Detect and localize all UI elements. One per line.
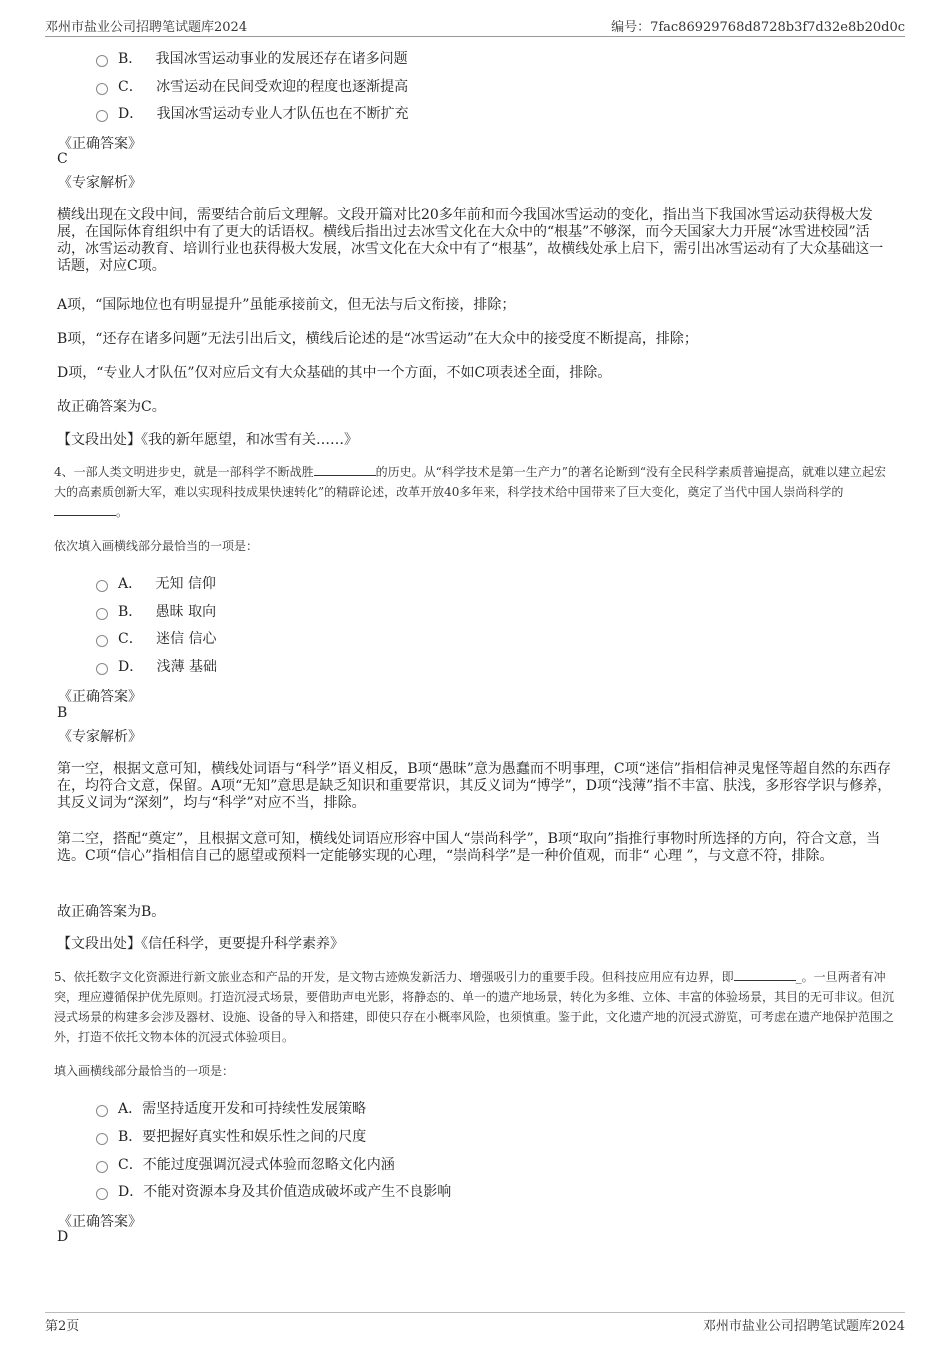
q5-option-b[interactable]	[96, 1125, 366, 1147]
option-label: D．	[118, 1184, 144, 1200]
radio-icon[interactable]	[96, 1105, 108, 1117]
q5-answer-title: 《正确答案》	[58, 1214, 142, 1230]
q5-stem	[54, 967, 896, 1047]
radio-icon[interactable]	[96, 663, 108, 675]
option-text: 冰雪运动在民间受欢迎的程度也逐渐提高	[156, 79, 409, 95]
q3-analysis-para-3: B项，“还存在诸多问题”无法引出后文，横线后论述的是“冰雪运动”在大众中的接受度不断提高，排除；	[57, 331, 698, 347]
page-header	[45, 14, 905, 37]
q4-option-b[interactable]	[96, 600, 216, 622]
radio-icon[interactable]	[96, 1188, 108, 1200]
q4-analysis-para-1: 第一空，根据文意可知，横线处词语与“科学”语义相反，B项“愚昧”意为愚蠢而不明事理，C项“迷信”指相信神灵鬼怪等超自然的东西存在，均符合文意，保留。A项“无知”意思是缺乏知识和重要常识，其反义词为“博学”，D项“浅薄”指不丰富、肤浅，多形容学识与修养，其反义词为“深刻”，均与“科学”对应不当，排除。	[57, 761, 892, 811]
q3-option-c[interactable]	[96, 75, 408, 97]
radio-icon[interactable]	[96, 83, 108, 95]
q3-analysis-para-1: 横线出现在文段中间，需要结合前后文理解。文段开篇对比20多年前和而今我国冰雪运动的变化，指出当下我国冰雪运动获得极大发展，在国际体育组织中有了更大的话语权。横线后指出过去冰雪文化在大众中的“根基”不够深，而今天国家大力开展“冰雪进校园”活动，冰雪运动教育、培训行业也获得极大发展，冰雪文化在大众中有了“根基”，故横线处承上启下，需引出冰雪运动有了大众基础这一话题，对应C项。	[57, 207, 884, 274]
radio-icon[interactable]	[96, 55, 108, 67]
q4-prompt: 依次填入画横线部分最恰当的一项是：	[54, 539, 259, 553]
q4-stem-part-2: 的历史。从“科学技术是第一生产力”的著名论断到“没有全民科学素质普遍提高，就难以建立起宏大的高素质创新大军，难以实现科技成果快速转化”的精辟论述，改革开放40多年来，科学技术给中国带来了巨大变化，奠定了当代中国人崇尚科学的	[54, 465, 887, 499]
fill-blank	[734, 968, 796, 981]
fill-blank	[54, 503, 116, 516]
footer-title: 邓州市盐业公司招聘笔试题库2024	[702, 1318, 905, 1334]
q4-stem	[54, 462, 896, 522]
header-serial: 编号：7fac86929768d8728b3f7d32e8b20d0c	[611, 19, 905, 35]
page-number: 第2页	[45, 1318, 80, 1334]
option-text: 不能对资源本身及其价值造成破坏或产生不良影响	[143, 1184, 452, 1200]
q3-answer: C	[57, 151, 68, 167]
q5-stem-part-2: _。一旦两者有冲突，理应遵循保护优先原则。打造沉浸式场景，要借助声电光影，将静态的、单一的遗产地场景，转化为多维、立体、丰富的体验场景，其目的无可非议。但沉浸式场景的构建多会涉及器材、设施、设备的导入和搭建，即使只存在小概率风险，也须慎重。鉴于此，文化遗产地的沉浸式游览，可考虑在遗产地保护范围之外，打造不依托文物本体的沉浸式体验项目。	[54, 970, 895, 1044]
q3-analysis-para-4: D项，“专业人才队伍”仅对应后文有大众基础的其中一个方面，不如C项表述全面，排除。	[57, 365, 612, 381]
q3-source: 【文段出处】《我的新年愿望，和冰雪有关……》	[57, 432, 358, 448]
option-text: 需坚持适度开发和可持续性发展策略	[142, 1101, 367, 1117]
option-text: 我国冰雪运动专业人才队伍也在不断扩充	[156, 106, 409, 122]
radio-icon[interactable]	[96, 1161, 108, 1173]
radio-icon[interactable]	[96, 608, 108, 620]
q5-option-a[interactable]	[96, 1097, 366, 1119]
page-footer	[45, 1312, 905, 1335]
option-label: A．	[118, 576, 143, 592]
q4-stem-part-1: 4、一部人类文明进步史，就是一部科学不断战胜	[54, 465, 314, 479]
option-label: D．	[118, 659, 144, 675]
option-label: D．	[118, 106, 144, 122]
q5-answer: D	[57, 1229, 69, 1245]
q3-analysis-title: 《专家解析》	[58, 175, 142, 191]
radio-icon[interactable]	[96, 110, 108, 122]
q4-stem-part-3: 。	[116, 505, 129, 519]
option-text: 不能过度强调沉浸式体验而忽略文化内涵	[142, 1157, 395, 1173]
radio-icon[interactable]	[96, 1133, 108, 1145]
q3-analysis-para-2: A项，“国际地位也有明显提升”虽能承接前文，但无法与后文衔接，排除；	[57, 297, 516, 313]
q4-analysis-para-3: 故正确答案为B。	[57, 904, 166, 920]
option-text: 浅薄 基础	[156, 659, 218, 675]
option-text: 无知 信仰	[155, 576, 216, 592]
q5-option-d[interactable]	[96, 1180, 451, 1202]
q4-analysis-para-2: 第二空，搭配“奠定”，且根据文意可知，横线处词语应形容中国人“崇尚科学”，B项“取向”指推行事物时所选择的方向，符合文意，当选。C项“信心”指相信自己的愿望或预料一定能够实现的心理，“崇尚科学”是一种价值观，而非“ 心理 ”，与文意不符，排除。	[57, 831, 881, 864]
option-label: A．	[118, 1101, 143, 1117]
q3-answer-title: 《正确答案》	[58, 136, 142, 152]
q4-analysis-title: 《专家解析》	[58, 729, 142, 745]
radio-icon[interactable]	[96, 635, 108, 647]
option-text: 我国冰雪运动事业的发展还存在诸多问题	[155, 51, 408, 67]
q4-source: 【文段出处】《信任科学，更要提升科学素养》	[57, 936, 344, 952]
q3-analysis-para-5: 故正确答案为C。	[57, 399, 166, 415]
q5-prompt: 填入画横线部分最恰当的一项是：	[54, 1064, 235, 1078]
q5-stem-part-1: 5、依托数字文化资源进行新文旅业态和产品的开发，是文物古迹焕发新活力、增强吸引力的重要手段。但科技应用应有边界，即	[54, 970, 734, 984]
q3-option-b[interactable]	[96, 47, 408, 69]
option-label: C．	[118, 79, 143, 95]
q4-option-c[interactable]	[96, 627, 217, 649]
q4-option-d[interactable]	[96, 655, 217, 677]
option-text: 要把握好真实性和娱乐性之间的尺度	[142, 1129, 367, 1145]
option-text: 迷信 信心	[156, 631, 217, 647]
q3-option-d[interactable]	[96, 102, 409, 124]
option-label: B．	[118, 51, 143, 67]
header-title: 邓州市盐业公司招聘笔试题库2024	[45, 19, 248, 35]
fill-blank	[314, 463, 376, 476]
option-label: B．	[118, 1129, 143, 1145]
q4-answer: B	[57, 705, 68, 721]
option-text: 愚昧 取向	[155, 604, 217, 620]
radio-icon[interactable]	[96, 580, 108, 592]
option-label: B．	[118, 604, 143, 620]
option-label: C．	[118, 1157, 143, 1173]
q4-answer-title: 《正确答案》	[58, 689, 142, 705]
q4-option-a[interactable]	[96, 572, 216, 594]
option-label: C．	[118, 631, 143, 647]
q5-option-c[interactable]	[96, 1153, 395, 1175]
